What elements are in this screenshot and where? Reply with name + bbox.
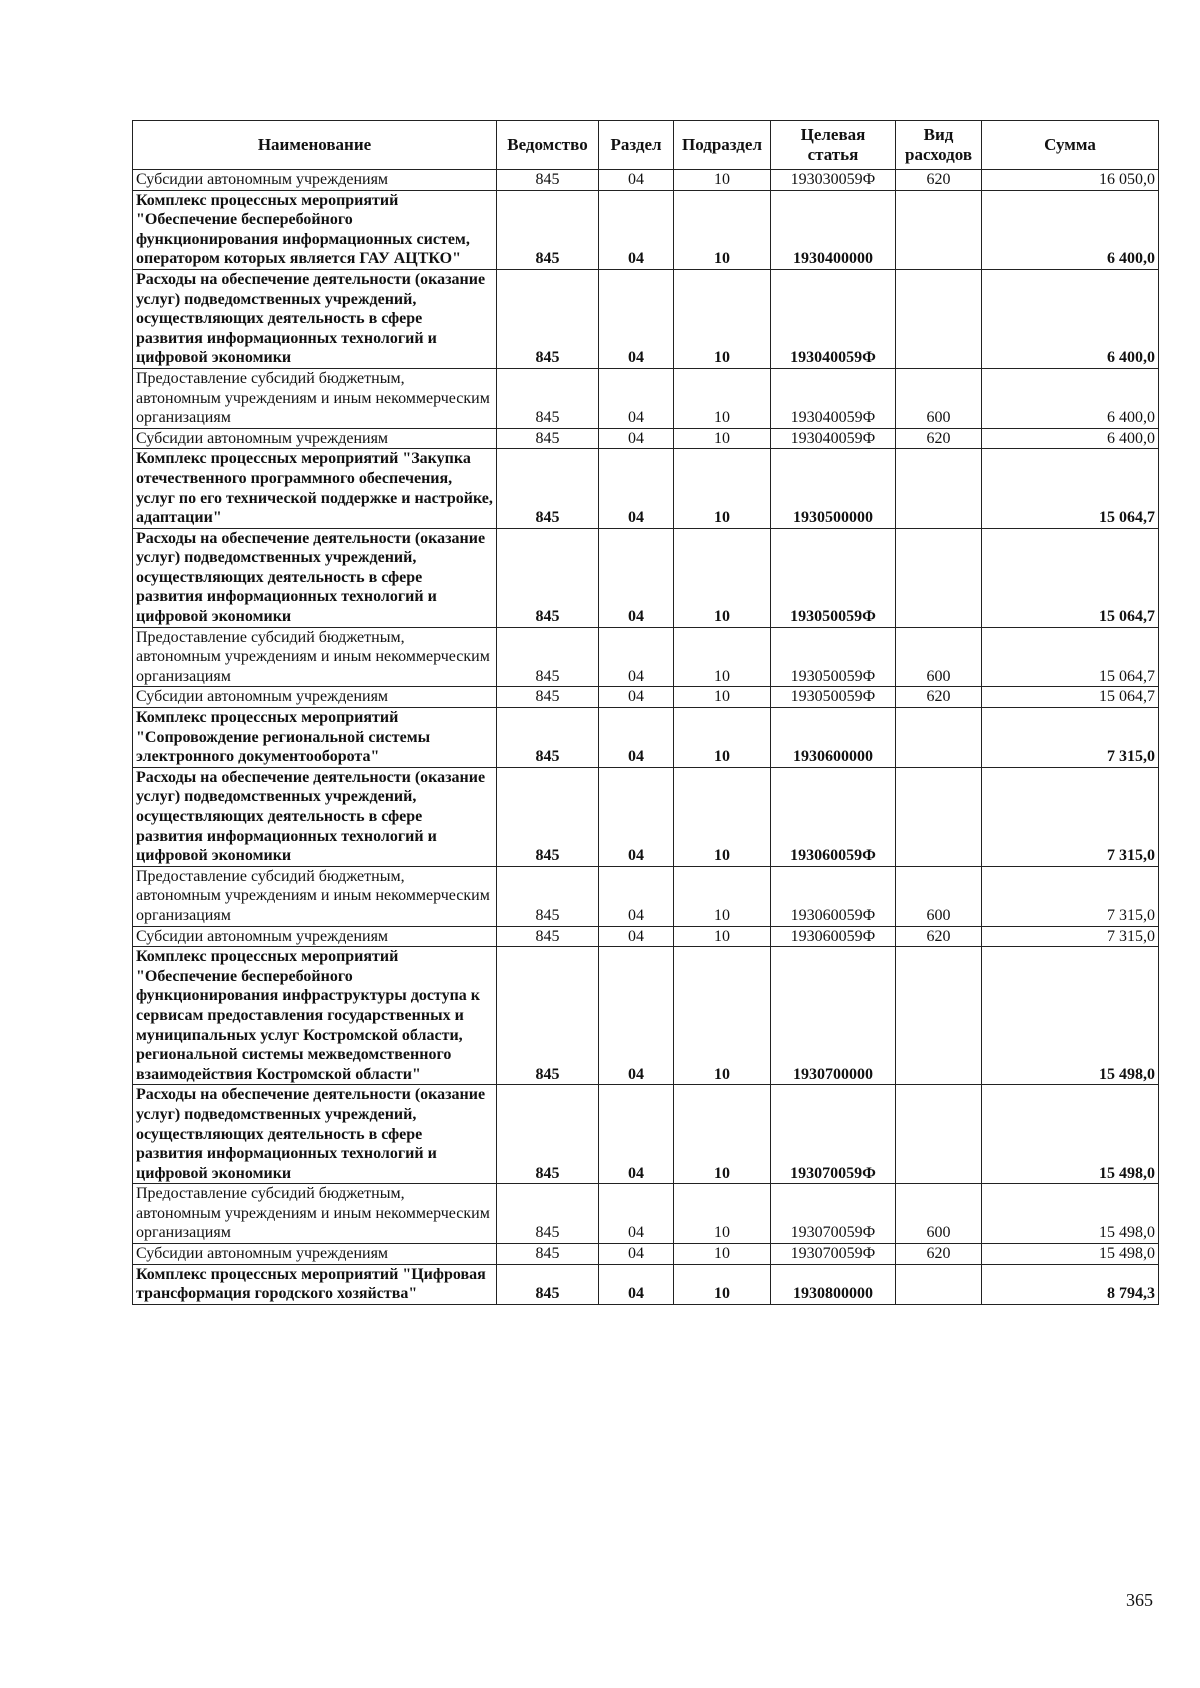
cell-section: 04 (599, 947, 674, 1085)
cell-dept: 845 (497, 269, 599, 368)
table-row (133, 627, 1159, 687)
cell-type (896, 190, 982, 269)
cell-subsection: 10 (674, 866, 771, 926)
cell-sum: 15 064,7 (982, 449, 1159, 528)
cell-dept: 845 (497, 1085, 599, 1184)
cell-dept: 845 (497, 926, 599, 947)
cell-sum: 6 400,0 (982, 428, 1159, 449)
table-row (133, 1085, 1159, 1184)
cell-subsection: 10 (674, 926, 771, 947)
cell-sum: 15 498,0 (982, 1184, 1159, 1244)
table-row (133, 1244, 1159, 1265)
cell-target: 193070059Ф (771, 1184, 896, 1244)
cell-section: 04 (599, 190, 674, 269)
cell-subsection: 10 (674, 368, 771, 428)
cell-sum: 15 498,0 (982, 1085, 1159, 1184)
cell-name: Расходы на обеспечение деятельности (оказание услуг) подведомственных учреждений, осуществляющих деятельность в сфере развития информационных технологий и цифровой экономики (133, 767, 497, 866)
cell-dept: 845 (497, 1184, 599, 1244)
cell-section: 04 (599, 368, 674, 428)
cell-target: 193040059Ф (771, 428, 896, 449)
cell-type (896, 528, 982, 627)
cell-subsection: 10 (674, 1264, 771, 1304)
cell-subsection: 10 (674, 449, 771, 528)
cell-dept: 845 (497, 428, 599, 449)
cell-section: 04 (599, 269, 674, 368)
cell-subsection: 10 (674, 269, 771, 368)
header-target: Целевая статья (771, 121, 896, 170)
cell-target: 1930400000 (771, 190, 896, 269)
table-row (133, 190, 1159, 269)
table-row (133, 866, 1159, 926)
table-row (133, 708, 1159, 768)
cell-target: 193050059Ф (771, 687, 896, 708)
cell-section: 04 (599, 428, 674, 449)
cell-sum: 15 064,7 (982, 528, 1159, 627)
cell-dept: 845 (497, 528, 599, 627)
cell-name: Расходы на обеспечение деятельности (оказание услуг) подведомственных учреждений, осуществляющих деятельность в сфере развития информационных технологий и цифровой экономики (133, 269, 497, 368)
cell-target: 1930800000 (771, 1264, 896, 1304)
cell-section: 04 (599, 767, 674, 866)
cell-type (896, 708, 982, 768)
cell-name: Субсидии автономным учреждениям (133, 1244, 497, 1265)
cell-section: 04 (599, 1184, 674, 1244)
cell-target: 193060059Ф (771, 767, 896, 866)
cell-section: 04 (599, 627, 674, 687)
cell-section: 04 (599, 449, 674, 528)
cell-type: 600 (896, 368, 982, 428)
cell-name: Субсидии автономным учреждениям (133, 170, 497, 191)
cell-target: 193030059Ф (771, 170, 896, 191)
table-row (133, 528, 1159, 627)
cell-type (896, 449, 982, 528)
cell-dept: 845 (497, 708, 599, 768)
cell-name: Предоставление субсидий бюджетным, автономным учреждениям и иным некоммерческим организациям (133, 627, 497, 687)
cell-type (896, 1264, 982, 1304)
cell-name: Комплекс процессных мероприятий "Цифровая трансформация городского хозяйства" (133, 1264, 497, 1304)
cell-dept: 845 (497, 866, 599, 926)
cell-sum: 7 315,0 (982, 767, 1159, 866)
table-row (133, 170, 1159, 191)
cell-type: 600 (896, 866, 982, 926)
header-dept: Ведомство (497, 121, 599, 170)
cell-type (896, 947, 982, 1085)
cell-type (896, 269, 982, 368)
cell-sum: 15 064,7 (982, 687, 1159, 708)
cell-section: 04 (599, 1085, 674, 1184)
cell-sum: 15 498,0 (982, 1244, 1159, 1265)
cell-subsection: 10 (674, 1085, 771, 1184)
table-row (133, 269, 1159, 368)
table-row (133, 687, 1159, 708)
cell-dept: 845 (497, 449, 599, 528)
cell-section: 04 (599, 687, 674, 708)
table-row (133, 926, 1159, 947)
cell-section: 04 (599, 866, 674, 926)
cell-subsection: 10 (674, 767, 771, 866)
table-row (133, 449, 1159, 528)
cell-target: 193050059Ф (771, 627, 896, 687)
header-name: Наименование (133, 121, 497, 170)
cell-type: 620 (896, 687, 982, 708)
cell-dept: 845 (497, 1264, 599, 1304)
cell-target: 193060059Ф (771, 866, 896, 926)
cell-sum: 7 315,0 (982, 708, 1159, 768)
table-row (133, 1264, 1159, 1304)
cell-target: 193070059Ф (771, 1244, 896, 1265)
cell-name: Комплекс процессных мероприятий "Сопровождение региональной системы электронного документооборота" (133, 708, 497, 768)
table-row (133, 368, 1159, 428)
cell-subsection: 10 (674, 1244, 771, 1265)
cell-dept: 845 (497, 767, 599, 866)
cell-subsection: 10 (674, 190, 771, 269)
cell-target: 193050059Ф (771, 528, 896, 627)
cell-name: Предоставление субсидий бюджетным, автономным учреждениям и иным некоммерческим организациям (133, 866, 497, 926)
cell-sum: 7 315,0 (982, 926, 1159, 947)
cell-dept: 845 (497, 687, 599, 708)
cell-name: Комплекс процессных мероприятий "Закупка отечественного программного обеспечения, услуг по его технической поддержке и настройке, адаптации" (133, 449, 497, 528)
cell-section: 04 (599, 170, 674, 191)
cell-name: Комплекс процессных мероприятий "Обеспечение бесперебойного функционирования информационных систем, оператором которых является ГАУ АЦТКО" (133, 190, 497, 269)
cell-section: 04 (599, 1264, 674, 1304)
cell-sum: 7 315,0 (982, 866, 1159, 926)
cell-subsection: 10 (674, 627, 771, 687)
cell-type (896, 1085, 982, 1184)
cell-sum: 15 498,0 (982, 947, 1159, 1085)
cell-type: 600 (896, 627, 982, 687)
cell-dept: 845 (497, 170, 599, 191)
cell-sum: 6 400,0 (982, 190, 1159, 269)
cell-target: 193070059Ф (771, 1085, 896, 1184)
cell-subsection: 10 (674, 528, 771, 627)
cell-name: Комплекс процессных мероприятий "Обеспечение бесперебойного функционирования инфраструктуры доступа к сервисам предоставления государственных и муниципальных услуг Костромской области, региональной системы межведомственного взаимодействия Костромской области" (133, 947, 497, 1085)
cell-subsection: 10 (674, 947, 771, 1085)
header-section: Раздел (599, 121, 674, 170)
cell-type: 620 (896, 428, 982, 449)
cell-type (896, 767, 982, 866)
header-subsection: Подраздел (674, 121, 771, 170)
table-row (133, 1184, 1159, 1244)
cell-dept: 845 (497, 368, 599, 428)
cell-target: 193060059Ф (771, 926, 896, 947)
cell-target: 1930700000 (771, 947, 896, 1085)
cell-type: 620 (896, 926, 982, 947)
cell-subsection: 10 (674, 1184, 771, 1244)
table-row (133, 428, 1159, 449)
cell-section: 04 (599, 528, 674, 627)
cell-section: 04 (599, 1244, 674, 1265)
header-type: Вид расходов (896, 121, 982, 170)
cell-target: 193040059Ф (771, 269, 896, 368)
cell-type: 620 (896, 170, 982, 191)
cell-name: Субсидии автономным учреждениям (133, 428, 497, 449)
budget-table (132, 120, 1159, 1305)
cell-dept: 845 (497, 627, 599, 687)
table-body (133, 170, 1159, 1305)
cell-section: 04 (599, 926, 674, 947)
cell-sum: 6 400,0 (982, 269, 1159, 368)
cell-subsection: 10 (674, 428, 771, 449)
page-number: 365 (1126, 1590, 1153, 1610)
cell-target: 193040059Ф (771, 368, 896, 428)
table-row (133, 947, 1159, 1085)
cell-target: 1930600000 (771, 708, 896, 768)
cell-name: Субсидии автономным учреждениям (133, 687, 497, 708)
cell-sum: 15 064,7 (982, 627, 1159, 687)
table-row (133, 767, 1159, 866)
cell-sum: 16 050,0 (982, 170, 1159, 191)
cell-name: Субсидии автономным учреждениям (133, 926, 497, 947)
cell-subsection: 10 (674, 708, 771, 768)
cell-dept: 845 (497, 190, 599, 269)
header-sum: Сумма (982, 121, 1159, 170)
cell-subsection: 10 (674, 687, 771, 708)
cell-name: Предоставление субсидий бюджетным, автономным учреждениям и иным некоммерческим организациям (133, 368, 497, 428)
cell-sum: 8 794,3 (982, 1264, 1159, 1304)
cell-subsection: 10 (674, 170, 771, 191)
cell-dept: 845 (497, 1244, 599, 1265)
cell-section: 04 (599, 708, 674, 768)
cell-name: Предоставление субсидий бюджетным, автономным учреждениям и иным некоммерческим организациям (133, 1184, 497, 1244)
cell-sum: 6 400,0 (982, 368, 1159, 428)
cell-dept: 845 (497, 947, 599, 1085)
cell-name: Расходы на обеспечение деятельности (оказание услуг) подведомственных учреждений, осуществляющих деятельность в сфере развития информационных технологий и цифровой экономики (133, 528, 497, 627)
header-row (133, 121, 1159, 170)
cell-target: 1930500000 (771, 449, 896, 528)
cell-type: 620 (896, 1244, 982, 1265)
cell-name: Расходы на обеспечение деятельности (оказание услуг) подведомственных учреждений, осуществляющих деятельность в сфере развития информационных технологий и цифровой экономики (133, 1085, 497, 1184)
cell-type: 600 (896, 1184, 982, 1244)
